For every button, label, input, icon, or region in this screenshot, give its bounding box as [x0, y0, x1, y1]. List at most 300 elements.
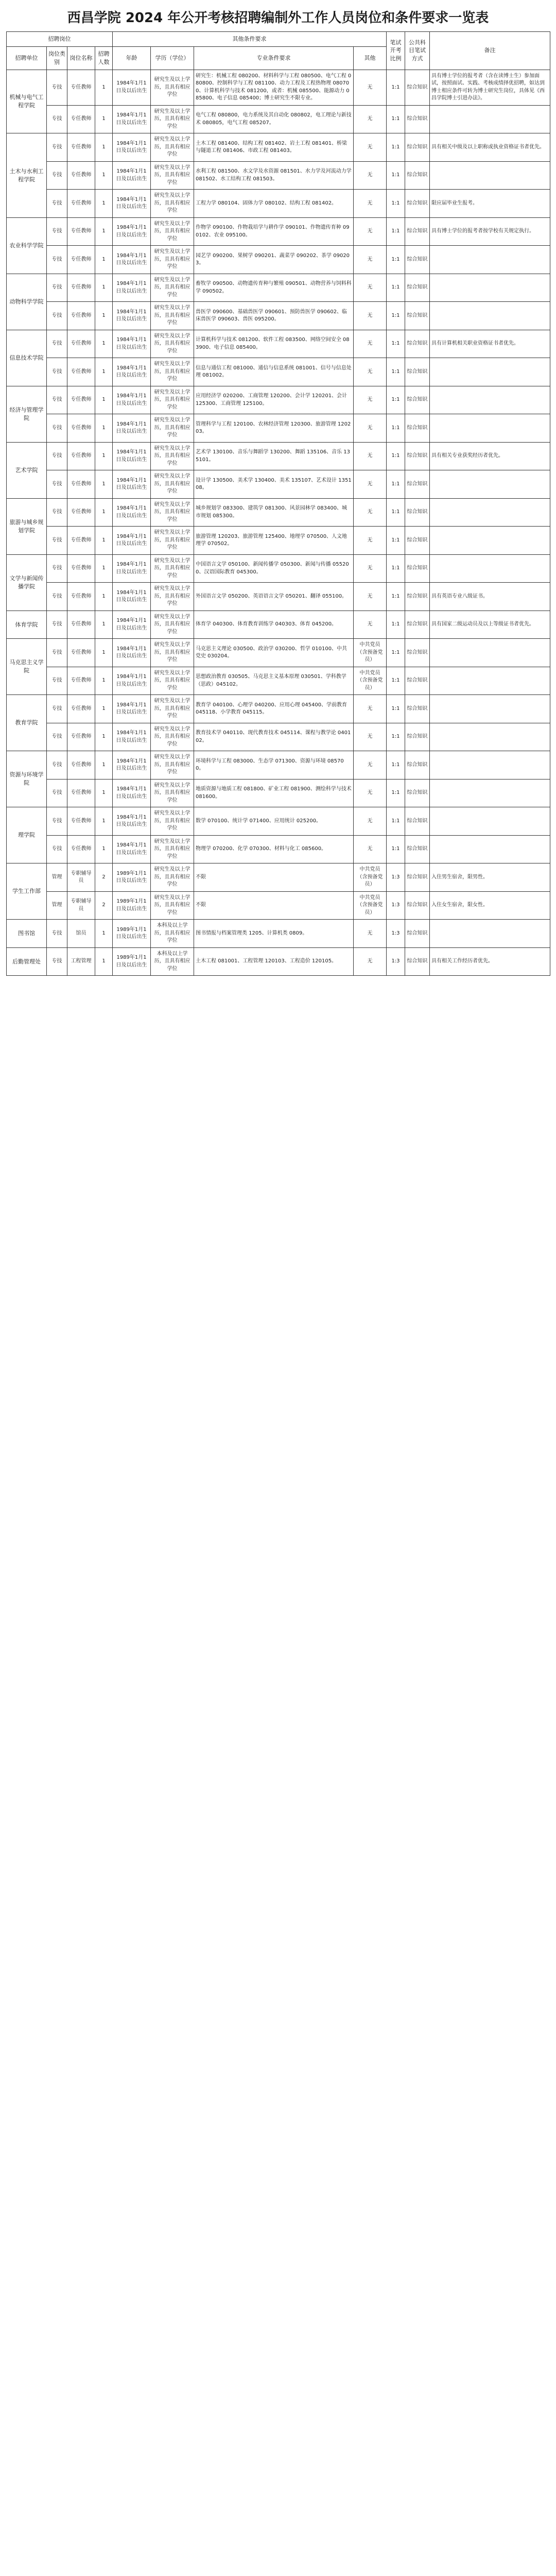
other-cell: 无: [354, 583, 387, 611]
remarks-cell: [430, 161, 550, 190]
count-cell: 1: [95, 667, 113, 695]
table-row: [7, 751, 550, 779]
position-type-cell: 专技: [47, 835, 67, 863]
major-cell: 体育学 040300、体育教育训练学 040303、体育 045200。: [194, 611, 354, 639]
position-type-cell: 专技: [47, 667, 67, 695]
age-cell: 1984年1月1日及以后出生: [113, 807, 151, 836]
count-cell: 1: [95, 583, 113, 611]
position-name-cell: 专任教师: [67, 723, 95, 751]
position-name-cell: 专任教师: [67, 358, 95, 386]
other-cell: 无: [354, 751, 387, 779]
test-method-cell: 综合知识: [405, 723, 430, 751]
test-method-cell: 综合知识: [405, 667, 430, 695]
degree-cell: 研究生及以上学历，且具有相应学位: [151, 70, 194, 105]
other-cell: 无: [354, 386, 387, 414]
major-cell: 土木工程 081400、结构工程 081402、岩土工程 081401、桥梁与隧道工程 081406、市政工程 081403。: [194, 133, 354, 162]
position-type-cell: 管理: [47, 891, 67, 920]
count-cell: 2: [95, 863, 113, 892]
ratio-cell: 1:1: [387, 330, 405, 358]
unit-cell: 土木与水利工程学院: [7, 133, 47, 218]
position-type-cell: 专技: [47, 246, 67, 274]
count-cell: 1: [95, 190, 113, 218]
degree-cell: 研究生及以上学历，且具有相应学位: [151, 133, 194, 162]
test-method-cell: 综合知识: [405, 554, 430, 583]
table-row: [7, 190, 550, 218]
test-method-cell: 综合知识: [405, 217, 430, 246]
unit-cell: 学生工作部: [7, 863, 47, 920]
table-row: [7, 358, 550, 386]
major-cell: 设计学 130500、美术学 130400、美术 135107、艺术设计 135108。: [194, 470, 354, 499]
position-name-cell: 专任教师: [67, 554, 95, 583]
degree-cell: 研究生及以上学历，且具有相应学位: [151, 639, 194, 667]
test-method-cell: 综合知识: [405, 133, 430, 162]
unit-cell: 信息技术学院: [7, 330, 47, 386]
degree-cell: 研究生及以上学历，且具有相应学位: [151, 498, 194, 527]
count-cell: 1: [95, 330, 113, 358]
remarks-cell: [430, 695, 550, 723]
degree-cell: 研究生及以上学历，且具有相应学位: [151, 779, 194, 807]
age-cell: 1989年1月1日及以后出生: [113, 920, 151, 948]
age-cell: 1989年1月1日及以后出生: [113, 891, 151, 920]
remarks-cell: [430, 554, 550, 583]
other-cell: 无: [354, 779, 387, 807]
position-type-cell: 专技: [47, 583, 67, 611]
age-cell: 1984年1月1日及以后出生: [113, 70, 151, 105]
header-count: 招聘人数: [95, 46, 113, 70]
degree-cell: 研究生及以上学历，且具有相应学位: [151, 807, 194, 836]
ratio-cell: 1:3: [387, 947, 405, 976]
test-method-cell: 综合知识: [405, 190, 430, 218]
position-type-cell: 专技: [47, 779, 67, 807]
position-name-cell: 专任教师: [67, 414, 95, 443]
degree-cell: 研究生及以上学历，且具有相应学位: [151, 583, 194, 611]
test-method-cell: 综合知识: [405, 835, 430, 863]
count-cell: 1: [95, 835, 113, 863]
unit-cell: 体育学院: [7, 611, 47, 639]
unit-cell: 旅游与城乡规划学院: [7, 498, 47, 554]
test-method-cell: 综合知识: [405, 470, 430, 499]
position-type-cell: 专技: [47, 920, 67, 948]
remarks-cell: [430, 498, 550, 527]
remarks-cell: 具有相关专业获奖经历者优先。: [430, 442, 550, 470]
other-cell: 无: [354, 807, 387, 836]
position-type-cell: 专技: [47, 217, 67, 246]
age-cell: 1984年1月1日及以后出生: [113, 442, 151, 470]
position-type-cell: 专技: [47, 133, 67, 162]
age-cell: 1984年1月1日及以后出生: [113, 358, 151, 386]
unit-cell: 马克思主义学院: [7, 639, 47, 695]
table-row: [7, 667, 550, 695]
table-body: [7, 70, 550, 976]
major-cell: 不限: [194, 891, 354, 920]
remarks-cell: [430, 470, 550, 499]
degree-cell: 研究生及以上学历，且具有相应学位: [151, 161, 194, 190]
age-cell: 1984年1月1日及以后出生: [113, 274, 151, 302]
unit-cell: 资源与环境学院: [7, 751, 47, 807]
other-cell: 中共党员（含预备党员）: [354, 863, 387, 892]
other-cell: 无: [354, 947, 387, 976]
test-method-cell: 综合知识: [405, 891, 430, 920]
test-method-cell: 综合知识: [405, 751, 430, 779]
position-name-cell: 专任教师: [67, 246, 95, 274]
table-row: [7, 133, 550, 162]
age-cell: 1984年1月1日及以后出生: [113, 105, 151, 133]
position-type-cell: 专技: [47, 611, 67, 639]
ratio-cell: 1:1: [387, 133, 405, 162]
table-row: [7, 470, 550, 499]
age-cell: 1984年1月1日及以后出生: [113, 583, 151, 611]
degree-cell: 研究生及以上学历，且具有相应学位: [151, 105, 194, 133]
remarks-cell: [430, 386, 550, 414]
major-cell: 畜牧学 090500、动物遗传育种与繁殖 090501、动物营养与饲料科学 090502。: [194, 274, 354, 302]
count-cell: 1: [95, 723, 113, 751]
other-cell: 无: [354, 527, 387, 555]
position-name-cell: 专任教师: [67, 498, 95, 527]
test-method-cell: 综合知识: [405, 527, 430, 555]
age-cell: 1984年1月1日及以后出生: [113, 751, 151, 779]
table-row: [7, 554, 550, 583]
ratio-cell: 1:1: [387, 583, 405, 611]
degree-cell: 研究生及以上学历，且具有相应学位: [151, 358, 194, 386]
count-cell: 1: [95, 611, 113, 639]
degree-cell: 研究生及以上学历，且具有相应学位: [151, 723, 194, 751]
major-cell: 兽医学 090600、基础兽医学 090601、预防兽医学 090602、临床兽医学 090603、兽医 095200。: [194, 302, 354, 330]
position-name-cell: 专任教师: [67, 386, 95, 414]
other-cell: 无: [354, 554, 387, 583]
other-cell: 无: [354, 302, 387, 330]
table-row: [7, 863, 550, 892]
test-method-cell: 综合知识: [405, 274, 430, 302]
other-cell: 无: [354, 217, 387, 246]
table-row: [7, 274, 550, 302]
test-method-cell: 综合知识: [405, 358, 430, 386]
age-cell: 1989年1月1日及以后出生: [113, 947, 151, 976]
count-cell: 1: [95, 274, 113, 302]
major-cell: 图书情报与档案管理类 1205、计算机类 0809。: [194, 920, 354, 948]
position-name-cell: 专任教师: [67, 274, 95, 302]
remarks-cell: [430, 667, 550, 695]
remarks-cell: 具有相关中级及以上职称或执业资格证书者优先。: [430, 133, 550, 162]
other-cell: 无: [354, 442, 387, 470]
remarks-cell: [430, 751, 550, 779]
degree-cell: 研究生及以上学历，且具有相应学位: [151, 470, 194, 499]
count-cell: 1: [95, 442, 113, 470]
degree-cell: 研究生及以上学历，且具有相应学位: [151, 611, 194, 639]
remarks-cell: [430, 302, 550, 330]
unit-cell: 农业科学学院: [7, 217, 47, 274]
test-method-cell: 综合知识: [405, 611, 430, 639]
count-cell: 1: [95, 527, 113, 555]
other-cell: 无: [354, 190, 387, 218]
age-cell: 1984年1月1日及以后出生: [113, 554, 151, 583]
unit-cell: 文学与新闻传播学院: [7, 554, 47, 611]
test-method-cell: 综合知识: [405, 70, 430, 105]
remarks-cell: [430, 527, 550, 555]
position-name-cell: 专任教师: [67, 70, 95, 105]
position-type-cell: 专技: [47, 190, 67, 218]
degree-cell: 研究生及以上学历，且具有相应学位: [151, 891, 194, 920]
ratio-cell: 1:1: [387, 190, 405, 218]
unit-cell: 理学院: [7, 807, 47, 863]
remarks-cell: [430, 779, 550, 807]
position-type-cell: 专技: [47, 807, 67, 836]
ratio-cell: 1:1: [387, 414, 405, 443]
header-major: 专业条件要求: [194, 46, 354, 70]
count-cell: 1: [95, 105, 113, 133]
remarks-cell: 入住男生宿舍，限男性。: [430, 863, 550, 892]
age-cell: 1984年1月1日及以后出生: [113, 414, 151, 443]
remarks-cell: 具有英语专业八级证书。: [430, 583, 550, 611]
unit-cell: 图书馆: [7, 920, 47, 948]
ratio-cell: 1:1: [387, 807, 405, 836]
position-type-cell: 专技: [47, 274, 67, 302]
degree-cell: 研究生及以上学历，且具有相应学位: [151, 554, 194, 583]
ratio-cell: 1:1: [387, 751, 405, 779]
position-name-cell: 专任教师: [67, 695, 95, 723]
unit-cell: 动物科学学院: [7, 274, 47, 330]
position-name-cell: 专职辅导员: [67, 863, 95, 892]
table-row: [7, 947, 550, 976]
major-cell: 思想政治教育 030505、马克思主义基本原理 030501、学科教学（思政）045102。: [194, 667, 354, 695]
table-row: [7, 330, 550, 358]
age-cell: 1989年1月1日及以后出生: [113, 863, 151, 892]
test-method-cell: 综合知识: [405, 161, 430, 190]
header-unit: 招聘单位: [7, 46, 47, 70]
major-cell: 土木工程 081001、工程管理 120103、工程造价 120105。: [194, 947, 354, 976]
major-cell: 艺术学 130100、音乐与舞蹈学 130200、舞蹈 135106、音乐 135101。: [194, 442, 354, 470]
table-row: [7, 442, 550, 470]
position-name-cell: 专任教师: [67, 583, 95, 611]
count-cell: 1: [95, 133, 113, 162]
age-cell: 1984年1月1日及以后出生: [113, 470, 151, 499]
ratio-cell: 1:1: [387, 217, 405, 246]
test-method-cell: 综合知识: [405, 807, 430, 836]
ratio-cell: 1:1: [387, 161, 405, 190]
position-type-cell: 专技: [47, 554, 67, 583]
ratio-cell: 1:1: [387, 442, 405, 470]
major-cell: 电气工程 080800，电力系统及其自动化 080802，电工理论与新技术 080805，电气工程 085207。: [194, 105, 354, 133]
position-type-cell: 专技: [47, 470, 67, 499]
remarks-cell: 入住女生宿舍，限女性。: [430, 891, 550, 920]
unit-cell: 机械与电气工程学院: [7, 70, 47, 133]
position-type-cell: 专技: [47, 330, 67, 358]
degree-cell: 本科及以上学历，且具有相应学位: [151, 920, 194, 948]
table-row: [7, 807, 550, 836]
position-type-cell: 专技: [47, 723, 67, 751]
ratio-cell: 1:3: [387, 891, 405, 920]
table-row: [7, 835, 550, 863]
ratio-cell: 1:3: [387, 863, 405, 892]
table-row: [7, 246, 550, 274]
age-cell: 1984年1月1日及以后出生: [113, 695, 151, 723]
remarks-cell: [430, 105, 550, 133]
major-cell: 物理学 070200、化学 070300、材料与化工 085600。: [194, 835, 354, 863]
table-row: [7, 498, 550, 527]
position-name-cell: 专任教师: [67, 751, 95, 779]
count-cell: 2: [95, 891, 113, 920]
major-cell: 工程力学 080104、固体力学 080102、结构工程 081402。: [194, 190, 354, 218]
remarks-cell: 具有博士学位的报考者（含在读博士生）参加面试，按照面试、实践、考核成绩择优招聘，如达到博士相应条件可转为博士研究生岗位，具体见《西昌学院博士引进办法》。: [430, 70, 550, 105]
position-name-cell: 专任教师: [67, 105, 95, 133]
major-cell: 研究生：机械工程 080200、材料科学与工程 080500、电气工程 080800、控制科学与工程 081100、动力工程及工程热物理 080700、计算机科学与技术 081200，或者：机械 085500、能源动力 085800、电子信息 085400；博士研究生不限专业。: [194, 70, 354, 105]
degree-cell: 研究生及以上学历，且具有相应学位: [151, 386, 194, 414]
age-cell: 1984年1月1日及以后出生: [113, 330, 151, 358]
major-cell: 应用经济学 020200、工商管理 120200、会计学 120201、会计 125300、工商管理 125100。: [194, 386, 354, 414]
count-cell: 1: [95, 779, 113, 807]
page-title: 西昌学院 2024 年公开考核招聘编制外工作人员岗位和条件要求一览表: [67, 10, 489, 26]
major-cell: 城乡规划学 083300、建筑学 081300、风景园林学 083400、城市规划 085300。: [194, 498, 354, 527]
degree-cell: 研究生及以上学历，且具有相应学位: [151, 217, 194, 246]
age-cell: 1984年1月1日及以后出生: [113, 217, 151, 246]
position-type-cell: 专技: [47, 414, 67, 443]
other-cell: 无: [354, 414, 387, 443]
age-cell: 1984年1月1日及以后出生: [113, 190, 151, 218]
table-row: [7, 920, 550, 948]
age-cell: 1984年1月1日及以后出生: [113, 133, 151, 162]
table-row: [7, 611, 550, 639]
ratio-cell: 1:1: [387, 386, 405, 414]
degree-cell: 本科及以上学历，且具有相应学位: [151, 947, 194, 976]
age-cell: 1984年1月1日及以后出生: [113, 835, 151, 863]
ratio-cell: 1:1: [387, 835, 405, 863]
table-row: [7, 70, 550, 105]
test-method-cell: 综合知识: [405, 105, 430, 133]
ratio-cell: 1:1: [387, 70, 405, 105]
major-cell: 园艺学 090200、果树学 090201、蔬菜学 090202、茶学 090203。: [194, 246, 354, 274]
test-method-cell: 综合知识: [405, 947, 430, 976]
degree-cell: 研究生及以上学历，且具有相应学位: [151, 442, 194, 470]
major-cell: 地质资源与地质工程 081800、矿业工程 081900、测绘科学与技术 081600。: [194, 779, 354, 807]
test-method-cell: 综合知识: [405, 442, 430, 470]
count-cell: 1: [95, 920, 113, 948]
position-type-cell: 专技: [47, 161, 67, 190]
position-type-cell: 专技: [47, 386, 67, 414]
remarks-cell: 具有相关工作经历者优先。: [430, 947, 550, 976]
header-row-group: [7, 32, 550, 47]
major-cell: 环境科学与工程 083000、生态学 071300、资源与环境 085700。: [194, 751, 354, 779]
remarks-cell: [430, 807, 550, 836]
count-cell: 1: [95, 246, 113, 274]
ratio-cell: 1:1: [387, 779, 405, 807]
major-cell: 管理科学与工程 120100、农林经济管理 120300、旅游管理 120203。: [194, 414, 354, 443]
test-method-cell: 综合知识: [405, 302, 430, 330]
ratio-cell: 1:1: [387, 667, 405, 695]
age-cell: 1984年1月1日及以后出生: [113, 161, 151, 190]
age-cell: 1984年1月1日及以后出生: [113, 779, 151, 807]
test-method-cell: 综合知识: [405, 414, 430, 443]
remarks-cell: [430, 835, 550, 863]
degree-cell: 研究生及以上学历，且具有相应学位: [151, 835, 194, 863]
count-cell: 1: [95, 751, 113, 779]
remarks-cell: [430, 358, 550, 386]
count-cell: 1: [95, 358, 113, 386]
test-method-cell: 综合知识: [405, 583, 430, 611]
major-cell: 作物学 090100、作物栽培学与耕作学 090101、作物遗传育种 090102、农业 095100。: [194, 217, 354, 246]
table-row: [7, 723, 550, 751]
remarks-cell: 具有计算机相关职业资格证书者优先。: [430, 330, 550, 358]
position-type-cell: 专技: [47, 751, 67, 779]
count-cell: 1: [95, 807, 113, 836]
remarks-cell: [430, 639, 550, 667]
other-cell: 无: [354, 470, 387, 499]
position-name-cell: 专任教师: [67, 807, 95, 836]
table-row: [7, 386, 550, 414]
age-cell: 1984年1月1日及以后出生: [113, 498, 151, 527]
test-method-cell: 综合知识: [405, 779, 430, 807]
other-cell: 无: [354, 835, 387, 863]
unit-cell: 艺术学院: [7, 442, 47, 498]
degree-cell: 研究生及以上学历，且具有相应学位: [151, 667, 194, 695]
age-cell: 1984年1月1日及以后出生: [113, 667, 151, 695]
table-row: [7, 161, 550, 190]
test-method-cell: 综合知识: [405, 498, 430, 527]
position-name-cell: 专职辅导员: [67, 891, 95, 920]
major-cell: 旅游管理 120203、旅游管理 125400、地理学 070500、人文地理学 070502。: [194, 527, 354, 555]
degree-cell: 研究生及以上学历，且具有相应学位: [151, 190, 194, 218]
remarks-cell: 具有博士学位的报考者按学校有关规定执行。: [430, 217, 550, 246]
count-cell: 1: [95, 386, 113, 414]
degree-cell: 研究生及以上学历，且具有相应学位: [151, 302, 194, 330]
table-row: [7, 779, 550, 807]
position-name-cell: 专任教师: [67, 330, 95, 358]
degree-cell: 研究生及以上学历，且具有相应学位: [151, 695, 194, 723]
major-cell: 教育技术学 040110、现代教育技术 045114、课程与教学论 040102。: [194, 723, 354, 751]
position-name-cell: 专任教师: [67, 217, 95, 246]
major-cell: 信息与通信工程 081000、通信与信息系统 081001、信号与信息处理 081002。: [194, 358, 354, 386]
position-name-cell: 专任教师: [67, 835, 95, 863]
ratio-cell: 1:1: [387, 611, 405, 639]
age-cell: 1984年1月1日及以后出生: [113, 386, 151, 414]
position-type-cell: 专技: [47, 70, 67, 105]
major-cell: 计算机科学与技术 081200、软件工程 083500、网络空间安全 083900、电子信息 085400。: [194, 330, 354, 358]
header-other: 其他: [354, 46, 387, 70]
unit-cell: 经济与管理学院: [7, 386, 47, 442]
position-name-cell: 馆员: [67, 920, 95, 948]
position-type-cell: 专技: [47, 105, 67, 133]
major-cell: 中国语言文学 050100、新闻传播学 050300、新闻与传播 055200、汉语国际教育 045300。: [194, 554, 354, 583]
table-row: [7, 891, 550, 920]
position-name-cell: 专任教师: [67, 190, 95, 218]
major-cell: 数学 070100、统计学 071400、应用统计 025200。: [194, 807, 354, 836]
remarks-cell: [430, 246, 550, 274]
ratio-cell: 1:3: [387, 920, 405, 948]
ratio-cell: 1:1: [387, 105, 405, 133]
remarks-cell: [430, 414, 550, 443]
unit-cell: 教育学院: [7, 695, 47, 751]
count-cell: 1: [95, 498, 113, 527]
header-degree: 学历（学位）: [151, 46, 194, 70]
other-cell: 无: [354, 498, 387, 527]
table-row: [7, 414, 550, 443]
other-cell: 无: [354, 695, 387, 723]
ratio-cell: 1:1: [387, 723, 405, 751]
remarks-cell: [430, 920, 550, 948]
ratio-cell: 1:1: [387, 358, 405, 386]
remarks-cell: [430, 723, 550, 751]
table-row: [7, 302, 550, 330]
recruitment-table: [6, 31, 550, 976]
test-method-cell: 综合知识: [405, 863, 430, 892]
degree-cell: 研究生及以上学历，且具有相应学位: [151, 246, 194, 274]
test-method-cell: 综合知识: [405, 386, 430, 414]
position-name-cell: 专任教师: [67, 639, 95, 667]
other-cell: 无: [354, 161, 387, 190]
position-name-cell: 专任教师: [67, 779, 95, 807]
count-cell: 1: [95, 947, 113, 976]
major-cell: 教育学 040100、心理学 040200、应用心理 045400、学前教育 045118、小学教育 045115。: [194, 695, 354, 723]
remarks-cell: 限应届毕业生报考。: [430, 190, 550, 218]
ratio-cell: 1:1: [387, 554, 405, 583]
